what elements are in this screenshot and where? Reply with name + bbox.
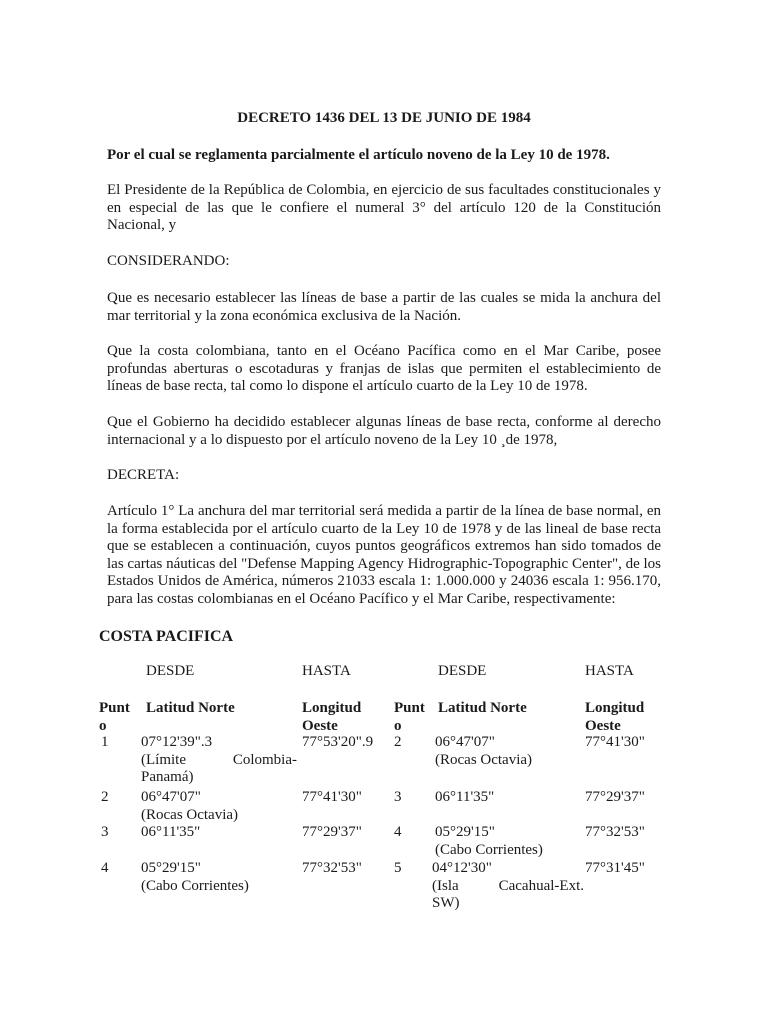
col-latitud-right: Latitud Norte (438, 700, 527, 716)
place-note (141, 752, 297, 770)
col-punto-left (99, 700, 130, 735)
place-note-part: Cacahual-Ext. (498, 877, 584, 894)
place-note-end: Panamá) (141, 769, 194, 786)
row2-punto-from: 2 (101, 789, 109, 805)
row1-latitud-from (141, 734, 297, 787)
col-longitud-line2: Oeste (585, 717, 621, 734)
decreta-heading: DECRETA: (107, 467, 180, 483)
col-latitud-left: Latitud Norte (146, 700, 235, 716)
row1-latitud-to (435, 734, 532, 769)
document-title: DECRETO 1436 DEL 13 DE JUNIO DE 1984 (237, 110, 531, 126)
col-punto-right (394, 700, 425, 735)
place-note-part: Colombia- (232, 751, 297, 768)
coordinate-value: 06°47'07" (141, 789, 201, 805)
col-longitud-left (302, 700, 361, 735)
row1-punto-to: 2 (394, 734, 402, 750)
place-note-end: SW) (432, 895, 460, 912)
place-note: (Rocas Octavia) (141, 806, 239, 823)
header-hasta-right: HASTA (585, 663, 634, 679)
row2-latitud-from (141, 789, 238, 824)
col-longitud-line1: Longitud (302, 700, 362, 716)
place-note-part: (Límite (141, 751, 186, 768)
row1-longitud-from: 77°53'20".9 (302, 734, 374, 750)
coordinate-value: 05°29'15" (141, 860, 201, 876)
col-punto-line2: o (394, 717, 402, 734)
row3-punto-from: 3 (101, 824, 109, 840)
row2-longitud-from: 77°41'30" (302, 789, 362, 805)
col-longitud-right (585, 700, 644, 735)
row4-longitud-to: 77°31'45" (585, 860, 645, 876)
col-punto-line1: Punt (99, 700, 130, 716)
row4-longitud-from: 77°32'53" (302, 860, 362, 876)
row3-longitud-from: 77°29'37" (302, 824, 362, 840)
header-desde-left: DESDE (146, 663, 195, 679)
row1-punto-from: 1 (101, 734, 109, 750)
paragraph-articulo-1: Artículo 1° La anchura del mar territorial será medida a partir de la línea de base normal, en la forma establecida por el artículo cuarto de la Ley 10 de 1978 y de las lineal de base recta que se establecen a continuación, cuyos puntos geográficos extremos han sido tomados de las cartas náuticas del "Defense Mapping Agency Hidrographic-Topographic Center", de los Estados Unidos de América, números 21033 escala 1: 1.000.000 y 24036 escala 1: 956.170, para las costas colombianas en el Océano Pacífico y el Mar Caribe, respectivamente: (107, 503, 661, 607)
place-note-part: (Isla (432, 877, 459, 894)
coordinate-value: 06°47'07" (435, 734, 495, 750)
row3-punto-to: 4 (394, 824, 402, 840)
row4-latitud-from (141, 860, 249, 895)
row2-latitud-to: 06°11'35" (435, 789, 495, 805)
row3-latitud-from: 06°11'35" (141, 824, 201, 840)
considerando-heading: CONSIDERANDO: (107, 253, 230, 269)
coordinate-value: 05°29'15" (435, 824, 495, 840)
document-subtitle: Por el cual se reglamenta parcialmente el artículo noveno de la Ley 10 de 1978. (107, 147, 610, 163)
paragraph-preamble: El Presidente de la República de Colombia, en ejercicio de sus facultades constitucionales y en especial de las que le confiere el numeral 3° del artículo 120 de la Constitución Nacional, y (107, 182, 661, 234)
coordinate-value: 04°12'30" (432, 860, 492, 876)
row3-longitud-to: 77°32'53" (585, 824, 645, 840)
row4-punto-from: 4 (101, 860, 109, 876)
row3-latitud-to (435, 824, 543, 859)
col-punto-line1: Punt (394, 700, 425, 716)
row4-latitud-to (432, 860, 584, 913)
row2-longitud-to: 77°29'37" (585, 789, 645, 805)
place-note: (Rocas Octavia) (435, 751, 533, 768)
row2-punto-to: 3 (394, 789, 402, 805)
place-note: (Cabo Corrientes) (141, 877, 249, 894)
place-note (432, 878, 584, 896)
coordinate-value: 07°12'39".3 (141, 734, 213, 750)
paragraph-considerando-1: Que es necesario establecer las líneas de base a partir de las cuales se mida la anchura del mar territorial y la zona económica exclusiva de la Nación. (107, 290, 661, 324)
header-hasta-left: HASTA (302, 663, 351, 679)
section-heading: COSTA PACIFICA (99, 628, 234, 645)
paragraph-considerando-3: Que el Gobierno ha decidido establecer algunas líneas de base recta, conforme al derecho internacional y a lo dispuesto por el artículo noveno de la Ley 10 ¸de 1978, (107, 414, 661, 448)
paragraph-considerando-2: Que la costa colombiana, tanto en el Océano Pacífica como en el Mar Caribe, posee profundas aberturas o escotaduras y franjas de islas que permiten el establecimiento de líneas de base recta, tal como lo dispone el artículo cuarto de la Ley 10 de 1978. (107, 343, 661, 395)
row1-longitud-to: 77°41'30" (585, 734, 645, 750)
col-longitud-line1: Longitud (585, 700, 645, 716)
col-longitud-line2: Oeste (302, 717, 338, 734)
col-punto-line2: o (99, 717, 107, 734)
place-note: (Cabo Corrientes) (435, 841, 543, 858)
header-desde-right: DESDE (438, 663, 487, 679)
row4-punto-to: 5 (394, 860, 402, 876)
